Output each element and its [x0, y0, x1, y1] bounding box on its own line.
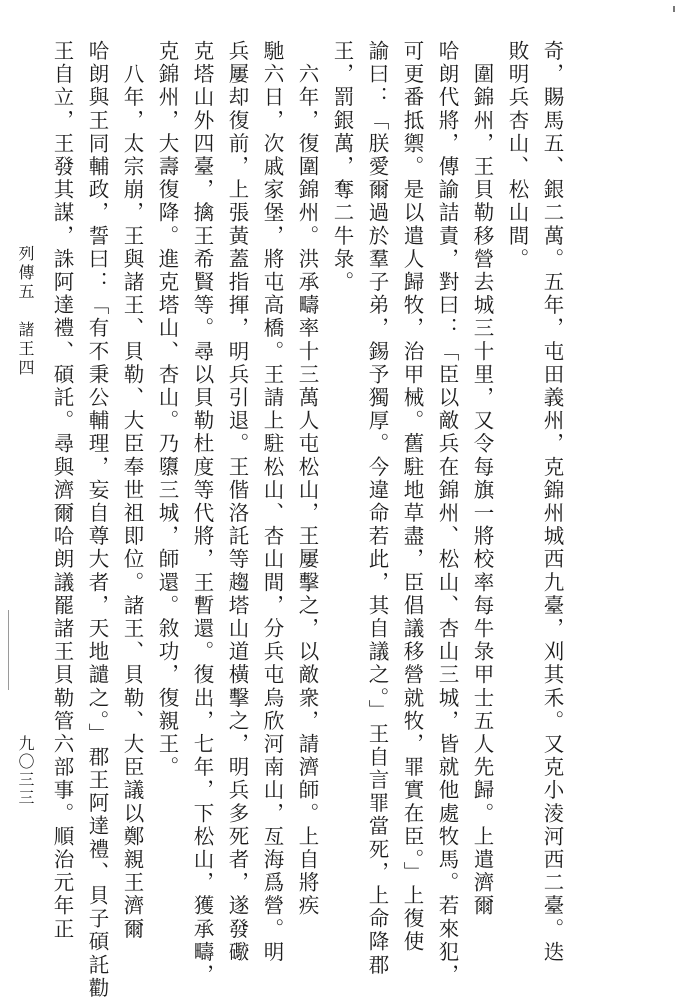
text-column-2: 敗明兵杏山、松山間。	[505, 40, 529, 271]
text-column-4: 哈朗代將，傳諭詰責，對曰：「臣以敵兵在錦州、松山、杏山三城，皆就他處牧馬。若來犯，	[435, 40, 459, 988]
text-column-15: 王自立，王發其謀，誅阿達禮、碩託。尋與濟爾哈朗議罷諸王貝勒管六部事。順治元年正	[50, 40, 74, 941]
margin-rule	[8, 610, 9, 690]
page-number: 九〇三三	[16, 735, 35, 807]
text-column-11: 克塔山外四臺，擒王希賢等。尋以貝勒杜度等代將，王暫還。復出，七年，下松山，獲承疇，	[190, 40, 214, 988]
text-column-8: 六年，復圍錦州。洪承疇率十三萬人屯松山，王屢擊之，以敵衆，請濟師。上自將疾	[295, 40, 319, 918]
running-header: 列傳五 諸王四	[16, 245, 35, 378]
text-column-13: 八年，太宗崩，王與諸王、貝勒、大臣奉世祖即位。諸王、貝勒、大臣議以鄭親王濟爾	[120, 40, 144, 941]
text-column-3: 圍錦州，王貝勒移營去城三十里，又令每旗一將校率每牛彔甲士五人先歸。上遣濟爾	[470, 40, 494, 918]
scan-speck	[673, 6, 675, 12]
text-column-6: 諭曰：「朕愛爾過於羣子弟，錫予獨厚。今違命若此，其自議之。」王自言罪當死，上命降郡	[365, 40, 389, 977]
text-column-12: 克錦州，大壽復降。進克塔山、杏山。乃隳三城，師還。敘功，復親王。	[155, 40, 179, 780]
text-column-7: 王，罰銀萬，奪二牛彔。	[330, 40, 354, 295]
text-column-14: 哈朗與王同輔政，誓曰：「有不秉公輔理，妄自尊大者，天地譴之。」郡王阿達禮、貝子碩託勸	[85, 40, 109, 1000]
text-column-5: 可更番抵禦。是以遣人歸牧，治甲械。舊駐地草盡，臣倡議移營就牧，罪實在臣。」上復使	[400, 40, 424, 954]
text-column-10: 兵屢却復前，上張黃蓋指揮，明兵引退。王偕洛託等趨塔山道橫擊之，明兵多死者，遂發礮	[225, 40, 249, 964]
text-column-9: 馳六日，次戚家堡，將屯高橋。王請上駐松山、杏山間，分兵屯烏欣河南山，亙海爲營。明	[260, 40, 284, 964]
text-column-1: 奇，賜馬五、銀二萬。五年，屯田義州，克錦州城西九臺，刈其禾。又克小淩河西二臺。迭	[540, 40, 564, 964]
